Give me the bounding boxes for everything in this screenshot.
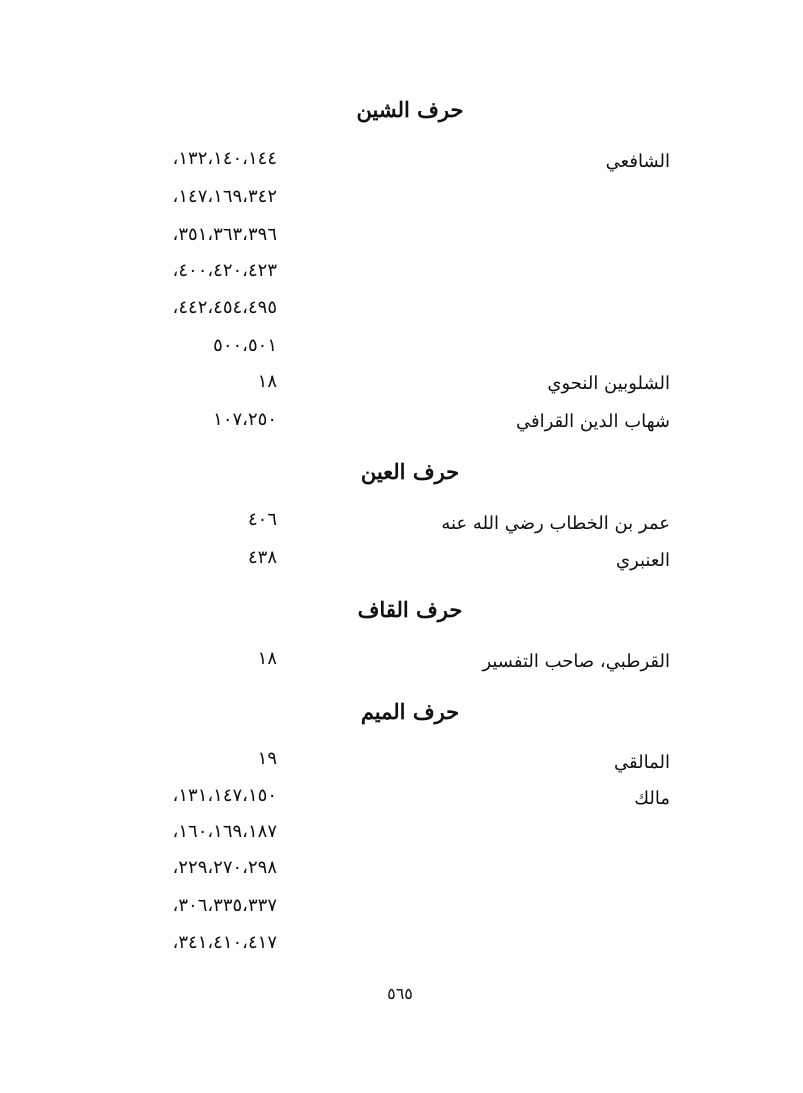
section-heading-ayn: حرف العين [360, 459, 460, 484]
entry-pages-malik-line-5: ٣٤١،٤١٠،٤١٧، [172, 932, 277, 953]
entry-pages-anbari: ٤٣٨ [247, 547, 277, 568]
entry-pages-malik-line-2: ١٦٠،١٦٩،١٨٧، [172, 821, 277, 842]
entry-name-shalawbin: الشلوبين النحوي [547, 373, 670, 394]
entry-pages-shafii-line-3: ٣٥١،٣٦٣،٣٩٦، [172, 224, 277, 245]
entry-pages-qurtubi: ١٨ [257, 648, 277, 669]
page-number: ٥٦٥ [387, 984, 413, 1003]
entry-pages-qarafi: ١٠٧،٢٥٠ [213, 409, 277, 430]
entry-pages-malik-line-4: ٣٠٦،٣٣٥،٣٣٧، [172, 895, 277, 916]
section-heading-mim: حرف الميم [360, 699, 460, 724]
entry-name-qarafi: شهاب الدين القرافي [515, 411, 670, 432]
entry-name-umar: عمر بن الخطاب رضي الله عنه [441, 513, 670, 534]
entry-pages-shafii-line-6: ٥٠٠،٥٠١ [213, 335, 277, 356]
entry-name-malik: مالك [634, 788, 670, 809]
section-heading-qaf: حرف القاف [357, 597, 463, 622]
entry-pages-malik-line-1: ١٣١،١٤٧،١٥٠، [172, 785, 277, 806]
entry-name-shafii: الشافعي [605, 151, 670, 172]
entry-pages-malaqi: ١٩ [257, 748, 277, 769]
entry-pages-shafii-line-1: ١٣٢،١٤٠،١٤٤، [172, 148, 277, 169]
section-heading-shin: حرف الشين [356, 97, 464, 122]
entry-pages-malik-line-3: ٢٢٩،٢٧٠،٢٩٨، [172, 857, 277, 878]
entry-pages-shafii-line-4: ٤٠٠،٤٢٠،٤٢٣، [172, 260, 277, 281]
entry-name-qurtubi: القرطبي، صاحب التفسير [482, 651, 670, 672]
entry-pages-shalawbin: ١٨ [257, 371, 277, 392]
entry-name-anbari: العنبري [615, 550, 670, 571]
entry-pages-umar: ٤٠٦ [247, 509, 277, 530]
entry-name-malaqi: المالقي [614, 752, 670, 773]
entry-pages-shafii-line-5: ٤٤٢،٤٥٤،٤٩٥، [172, 297, 277, 318]
entry-pages-shafii-line-2: ١٤٧،١٦٩،٣٤٢، [172, 186, 277, 207]
